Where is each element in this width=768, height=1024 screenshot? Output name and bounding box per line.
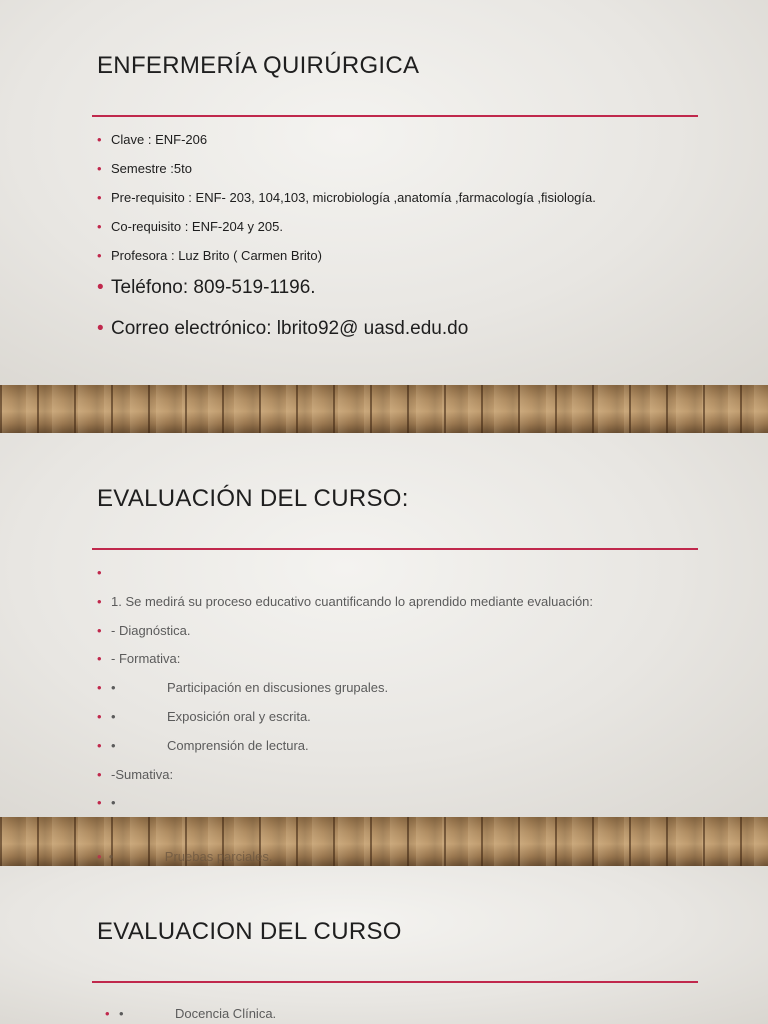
slide-enfermeria-quirurgica <box>0 0 768 385</box>
evaluation-list <box>97 564 593 817</box>
list-item-proceso: • 1. Se medirá su proceso educativo cuantificando lo aprendido mediante evaluación: <box>97 593 593 622</box>
clinical-list <box>105 1005 276 1024</box>
sub-bullet: • <box>111 795 116 811</box>
slide-title: ENFERMERÍA QUIRÚRGICA <box>97 52 420 79</box>
slide-title: EVALUACIÓN DEL CURSO: <box>97 485 409 512</box>
slide-evaluacion-del-curso <box>0 433 768 817</box>
slide-evaluacion-curso-continuacion <box>0 866 768 1024</box>
wood-floor-band <box>0 817 768 866</box>
course-info-list <box>97 131 596 358</box>
list-item-correo: • Correo electrónico: lbrito92@ uasd.edu.do <box>97 317 596 358</box>
list-item-empty <box>97 564 593 593</box>
list-item-corequisito: • Co-requisito : ENF-204 y 205. <box>97 218 596 247</box>
wood-floor-band <box>0 385 768 433</box>
list-item-diagnostica: • - Diagnóstica. <box>97 622 593 651</box>
list-item-clave: • Clave : ENF-206 <box>97 131 596 160</box>
title-divider <box>92 981 698 983</box>
sub-bullet: • <box>111 708 116 724</box>
overflow-text-pruebas: • • Pruebas parciales. <box>97 849 273 864</box>
list-item-sub-empty <box>97 794 593 817</box>
list-item-exposicion: • • Exposición oral y escrita. <box>97 708 593 737</box>
list-item-participacion: • • Participación en discusiones grupales. <box>97 679 593 708</box>
list-item-comprension: • • Comprensión de lectura. <box>97 737 593 766</box>
list-item-profesora: • Profesora : Luz Brito ( Carmen Brito) <box>97 247 596 276</box>
list-item-sumativa: • -Sumativa: <box>97 766 593 795</box>
title-divider <box>92 548 698 550</box>
sub-bullet: • <box>119 1006 124 1021</box>
sub-bullet: • <box>111 737 116 753</box>
list-item-prerequisito: • Pre-requisito : ENF- 203, 104,103, microbiología ,anatomía ,farmacología ,fisiología. <box>97 189 596 218</box>
list-item-formativa: • - Formativa: <box>97 650 593 679</box>
list-item-telefono: • Teléfono: 809-519-1196. <box>97 276 596 317</box>
title-divider <box>92 115 698 117</box>
sub-bullet: • <box>111 680 116 696</box>
list-item-semestre: • Semestre :5to <box>97 160 596 189</box>
list-item-docencia: • • Docencia Clínica. <box>105 1005 276 1024</box>
slide-title: EVALUACION DEL CURSO <box>97 918 402 945</box>
